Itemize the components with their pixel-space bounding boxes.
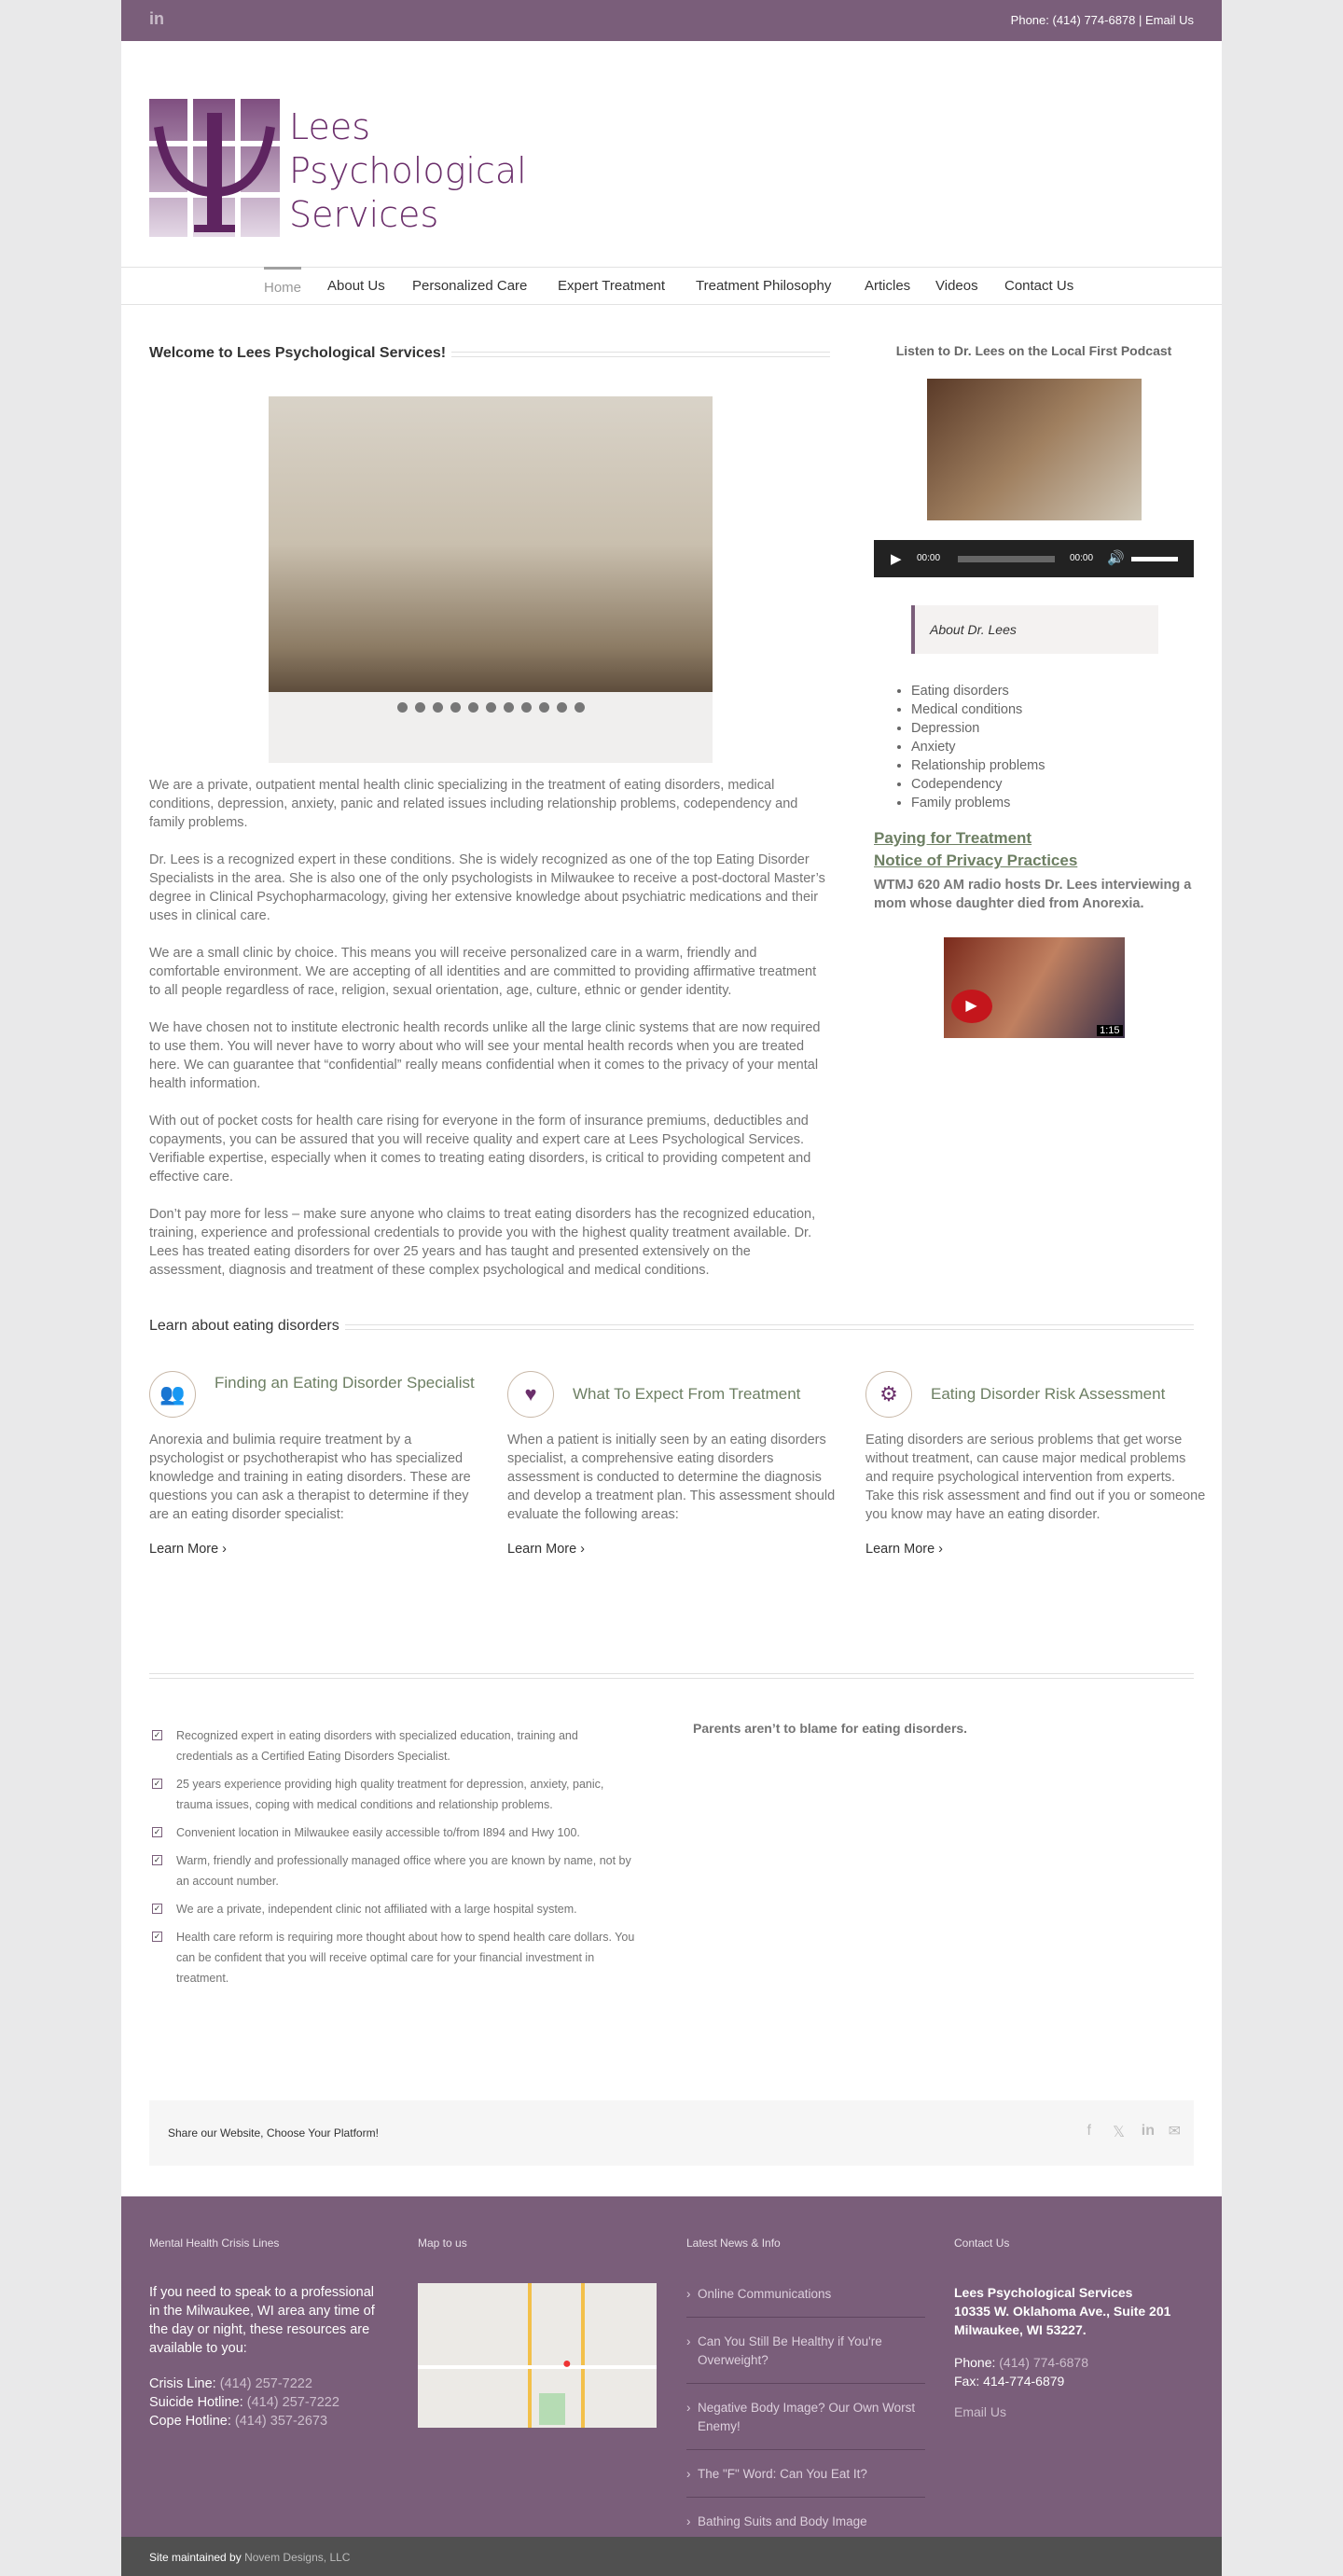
news-link[interactable]: › Bathing Suits and Body Image [686, 2511, 925, 2545]
crisis-text: If you need to speak to a professional in the Milwaukee, WI area any time of the day or night, these resources are available to you: [149, 2285, 375, 2356]
about-heading: About Dr. Lees [911, 605, 1158, 654]
checklist-item: ✓ Health care reform is requiring more thought about how to spend health care dollars. You can be confident that you will receive optimal care for your financial investment in treatment. [153, 1931, 635, 1985]
cope-hotline-link[interactable]: (414) 357-2673 [234, 2414, 328, 2429]
play-icon[interactable]: ▶ [891, 551, 902, 567]
footer-crisis-lines [149, 2237, 392, 2431]
card-title[interactable]: What To Expect From Treatment [573, 1385, 801, 1403]
nav-expert-treatment[interactable]: Expert Treatment [558, 278, 666, 294]
volume-icon[interactable]: 🔊 [1107, 550, 1125, 566]
paragraph: With out of pocket costs for health care rising for everyone in the form of insurance premiums, deductibles and copayments, you can be assured that you will receive quality and expert care at Lees Psychological Services. Verifiable expertise, especially when it comes to treating eating disorders, is critical to providing competent and effective care. [149, 1114, 811, 1184]
crisis-numbers: Crisis Line: (414) 257-7222 Suicide Hotline: (414) 257-7222 Cope Hotline: (414) 357-2673 [149, 2376, 339, 2429]
card-text: When a patient is initially seen by an eating disorders specialist, a comprehensive eating disorders assessment is conducted to determine the diagnosis and develop a treatment plan. This assessment should evaluate the following areas: [507, 1433, 836, 1522]
checklist-item: ✓ Warm, friendly and professionally managed office where you are known by name, not by an account number. [153, 1854, 631, 1888]
list-item: • Family problems [911, 794, 1194, 812]
card-title[interactable]: Eating Disorder Risk Assessment [931, 1385, 1166, 1403]
nav-about-us[interactable]: About Us [327, 278, 385, 294]
contact-info[interactable]: Phone: (414) 774-6878 | Email Us [1010, 13, 1194, 27]
psi-logo-icon [149, 99, 280, 237]
contact-address: 10335 W. Oklahoma Ave., Suite 201 [954, 2304, 1171, 2319]
facebook-icon[interactable]: f [1087, 2123, 1091, 2139]
footer-heading: Mental Health Crisis Lines [149, 2237, 280, 2250]
nav-home[interactable]: Home [264, 267, 301, 296]
intro-text [149, 776, 830, 1298]
page-title: Welcome to Lees Psychological Services! [149, 345, 451, 362]
card-text: Eating disorders are serious problems that get worse without treatment, can cause major medical problems and require psychological intervention from experts. Take this risk assessment and find out if you or someone you know may have an eating disorder. [865, 1433, 1206, 1522]
paragraph: Don’t pay more for less – make sure anyone who claims to treat eating disorders has the recognized education, training, experience and professional credentials to provide you with the highest quality treatment available. Dr. Lees has treated eating disorders for over 25 years and has taught and presented extensively on the assessment, diagnosis and treatment of these complex psychological and medical conditions. [149, 1207, 816, 1278]
benefits-checklist [152, 1725, 637, 1996]
nav-contact-us[interactable]: Contact Us [1004, 278, 1074, 294]
checkbox-icon: ✓ [153, 1779, 161, 1788]
section-title: Learn about eating disorders [149, 1318, 345, 1335]
logo[interactable] [149, 99, 532, 239]
email-link[interactable]: Email Us [954, 2404, 1007, 2419]
x-twitter-icon[interactable]: 𝕏 [1113, 2125, 1125, 2140]
news-link[interactable]: › Can You Still Be Healthy if You're Overweight? [686, 2331, 925, 2384]
checkbox-icon: ✓ [153, 1932, 161, 1941]
card-text: Anorexia and bulimia require treatment by a psychologist or psychotherapist who has specialized knowledge and training in eating disorders. These are questions you can ask a therapist to determine if they are an eating disorder specialist: [149, 1433, 471, 1522]
current-time: 00:00 [917, 553, 941, 563]
logo-text-1: Lees [289, 106, 371, 147]
footer-contact: Contact Us Lees Psychological Services 10335 W. Oklahoma Ave., Suite 201 Milwaukee, WI 53227. Phone: (414) 774-6878 Fax: 414-774-6879 Email Us [954, 2237, 1206, 2419]
top-bar [121, 0, 1222, 41]
footer-heading: Latest News & Info [686, 2237, 781, 2250]
footer-map [418, 2237, 660, 2428]
nav-videos[interactable]: Videos [935, 278, 978, 294]
news-link[interactable]: › Online Communications [686, 2283, 925, 2318]
video-duration: 1:15 [1097, 1025, 1122, 1036]
list-item: • Depression [911, 719, 1194, 738]
crisis-line-link[interactable]: (414) 257-7222 [219, 2376, 312, 2391]
nav-articles[interactable]: Articles [865, 278, 911, 294]
linkedin-icon[interactable]: in [149, 9, 164, 28]
designer-link[interactable]: Novem Designs, LLC [244, 2551, 351, 2564]
checkbox-icon: ✓ [153, 1827, 161, 1836]
footer-heading: Map to us [418, 2237, 467, 2250]
footer-news [686, 2237, 929, 2558]
logo-text-3: Services [289, 194, 439, 235]
checklist-item: ✓ Convenient location in Milwaukee easily accessible to/from I894 and Hwy 100. [153, 1826, 580, 1839]
share-text: Share our Website, Choose Your Platform! [168, 2126, 379, 2140]
podcast-image [927, 379, 1142, 520]
volume-slider[interactable] [1131, 557, 1178, 561]
learn-more-link[interactable]: Learn More › [149, 1542, 228, 1557]
list-item: • Codependency [911, 775, 1194, 794]
privacy-practices-link[interactable]: Notice of Privacy Practices [874, 852, 1078, 869]
duration: 00:00 [1070, 553, 1094, 563]
nav-treatment-philosophy[interactable]: Treatment Philosophy [696, 278, 832, 294]
contact-name: Lees Psychological Services [954, 2285, 1133, 2300]
heart-icon: ♥ [507, 1371, 554, 1418]
gears-icon: ⚙ [865, 1371, 912, 1418]
paragraph: We are a small clinic by choice. This means you will receive personalized care in a warm, friendly and comfortable environment. We are accepting of all identities and are committed to providing affirmative treatment to all people regardless of race, religion, sexual orientation, age, culture, ethnic or gender identity. [149, 946, 817, 998]
phone-link[interactable]: (414) 774-6878 [999, 2355, 1089, 2370]
checkbox-icon: ✓ [153, 1855, 161, 1864]
checklist-item: ✓ We are a private, independent clinic not affiliated with a large hospital system. [153, 1903, 577, 1916]
email-icon[interactable]: ✉ [1168, 2124, 1181, 2140]
users-icon: 👥 [149, 1371, 196, 1418]
radio-caption: WTMJ 620 AM radio hosts Dr. Lees interviewing a mom whose daughter died from Anorexia. [874, 878, 1192, 911]
news-link[interactable]: › Negative Body Image? Our Own Worst Enemy! [686, 2397, 925, 2450]
nav-personalized-care[interactable]: Personalized Care [412, 278, 528, 294]
main-nav [121, 267, 1222, 305]
checklist-item: ✓ Recognized expert in eating disorders with specialized education, training and credentials as a Certified Eating Disorders Specialist. [153, 1729, 578, 1763]
fax: Fax: 414-774-6879 [954, 2374, 1065, 2389]
paragraph: Dr. Lees is a recognized expert in these conditions. She is widely recognized as one of the top Eating Disorder Specialists in the area. She is also one of the only psychologists in Milwaukee to receive a post-doctoral Master’s degree in Clinical Psychopharmacology, giving her extensive knowledge about psychiatric medications and their uses in clinical care. [149, 852, 825, 923]
checkbox-icon: ✓ [153, 1730, 161, 1739]
news-link[interactable]: › The "F" Word: Can You Eat It? [686, 2463, 925, 2498]
linkedin-icon[interactable]: in [1141, 2123, 1155, 2139]
copyright-bar: Site maintained by Novem Designs, LLC [121, 2537, 1222, 2576]
suicide-hotline-link[interactable]: (414) 257-7222 [246, 2395, 339, 2410]
checkbox-icon: ✓ [153, 1904, 161, 1913]
learn-more-link[interactable]: Learn More › [865, 1542, 944, 1557]
list-item: • Anxiety [911, 738, 1194, 756]
logo-text-2: Psychological [289, 150, 527, 191]
list-item: • Eating disorders [911, 682, 1194, 700]
card-title[interactable]: Finding an Eating Disorder Specialist [215, 1374, 475, 1392]
video-thumbnail[interactable] [944, 937, 1125, 1038]
parents-heading: Parents aren’t to blame for eating disorders. [693, 1721, 968, 1736]
footer-heading: Contact Us [954, 2237, 1010, 2250]
audio-progress[interactable] [958, 556, 1055, 562]
checklist-item: ✓ 25 years experience providing high quality treatment for depression, anxiety, panic, trauma issues, coping with medical conditions and relationship problems. [153, 1778, 604, 1811]
map-pin-icon: ● [562, 2356, 572, 2372]
specialty-list [911, 682, 1194, 812]
footer [121, 2196, 1222, 2537]
play-icon[interactable]: ▶ [951, 990, 992, 1023]
contact-city: Milwaukee, WI 53227. [954, 2322, 1087, 2337]
slider-dots[interactable] [269, 700, 713, 717]
sidebar [874, 343, 1194, 1038]
divider [149, 1673, 1194, 1679]
learn-more-link[interactable]: Learn More › [507, 1542, 586, 1557]
office-photo [269, 396, 713, 692]
paragraph: We are a private, outpatient mental health clinic specializing in the treatment of eating disorders, medical conditions, depression, anxiety, panic and related issues including relationship problems, codependency and family problems. [149, 778, 798, 830]
page [121, 0, 1222, 2576]
podcast-title: Listen to Dr. Lees on the Local First Podcast [895, 343, 1172, 358]
paying-for-treatment-link[interactable]: Paying for Treatment [874, 829, 1032, 847]
map-image[interactable] [418, 2283, 657, 2428]
audio-player[interactable] [874, 540, 1194, 577]
list-item: • Medical conditions [911, 700, 1194, 719]
share-box [149, 2100, 1194, 2166]
list-item: • Relationship problems [911, 756, 1194, 775]
image-slider[interactable] [269, 396, 713, 763]
paragraph: We have chosen not to institute electronic health records unlike all the large clinic systems that are now required to use them. You will never have to worry about who will see your mental health records when you are treated here. We can guarantee that “confidential” really means confidential when it comes to the privacy of your mental health information. [149, 1020, 821, 1091]
